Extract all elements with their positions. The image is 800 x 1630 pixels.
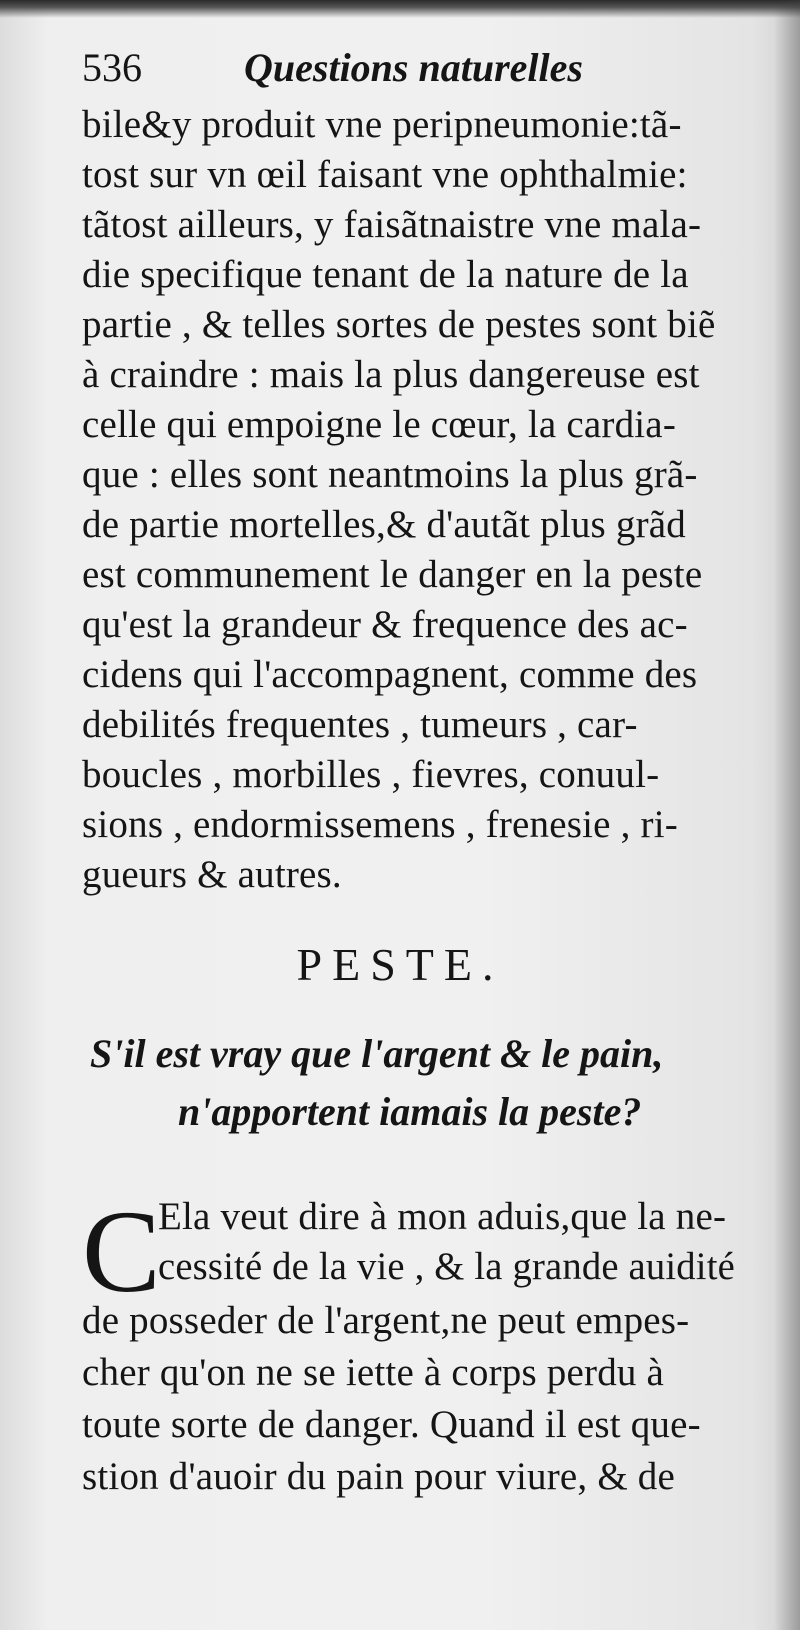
body-line: sions , endormissemens , frenesie , ri- [82,803,678,846]
body-line: gueurs & autres. [82,853,342,896]
paragraph-line: cessité de la vie , & la grande auidité [158,1245,735,1288]
body-line: de partie mortelles,& d'autãt plus grãd [82,503,686,546]
drop-cap: C [82,1186,161,1317]
paragraph-line: toute sorte de danger. Quand il est que- [82,1403,701,1446]
paragraph-line: stion d'auoir du pain pour viure, & de [82,1455,676,1498]
body-line: tost sur vn œil faisant vne ophthalmie: [82,153,688,196]
page-edge-shadow [774,0,800,1630]
paragraph-line: Ela veut dire à mon aduis,que la ne- [158,1195,727,1238]
body-line: bile&y produit vne peripneumonie:tã- [82,103,682,146]
section-heading: PESTE. [296,939,504,990]
body-line: à craindre : mais la plus dangereuse est [82,353,700,396]
body-line: que : elles sont neantmoins la plus grã- [82,453,698,496]
body-line: cidens qui l'accompagnent, comme des [82,653,698,696]
page-number: 536 [82,45,142,90]
body-line: celle qui empoigne le cœur, la cardia- [82,403,677,446]
paragraph-line: de posseder de l'argent,ne peut empes- [82,1299,690,1342]
paragraph-line: cher qu'on ne se iette à corps perdu à [82,1351,665,1394]
running-title: Questions naturelles [244,45,583,90]
body-line: boucles , morbilles , fievres, conuul- [82,753,660,796]
body-line: tãtost ailleurs, y faisãtnaistre vne mala- [82,203,702,246]
body-line: debilités frequentes , tumeurs , car- [82,703,638,746]
body-line: qu'est la grandeur & frequence des ac- [82,603,688,646]
body-line: est communement le danger en la peste [82,553,703,596]
page-header [82,42,722,92]
question-line-1: S'il est vray que l'argent & le pain, [90,1031,664,1076]
body-line: partie , & telles sortes de pestes sont biẽ [82,303,716,346]
page-top-shadow [0,0,800,18]
question-line-2: n'apportent iamais la peste? [178,1089,642,1134]
body-line: die specifique tenant de la nature de la [82,253,689,296]
